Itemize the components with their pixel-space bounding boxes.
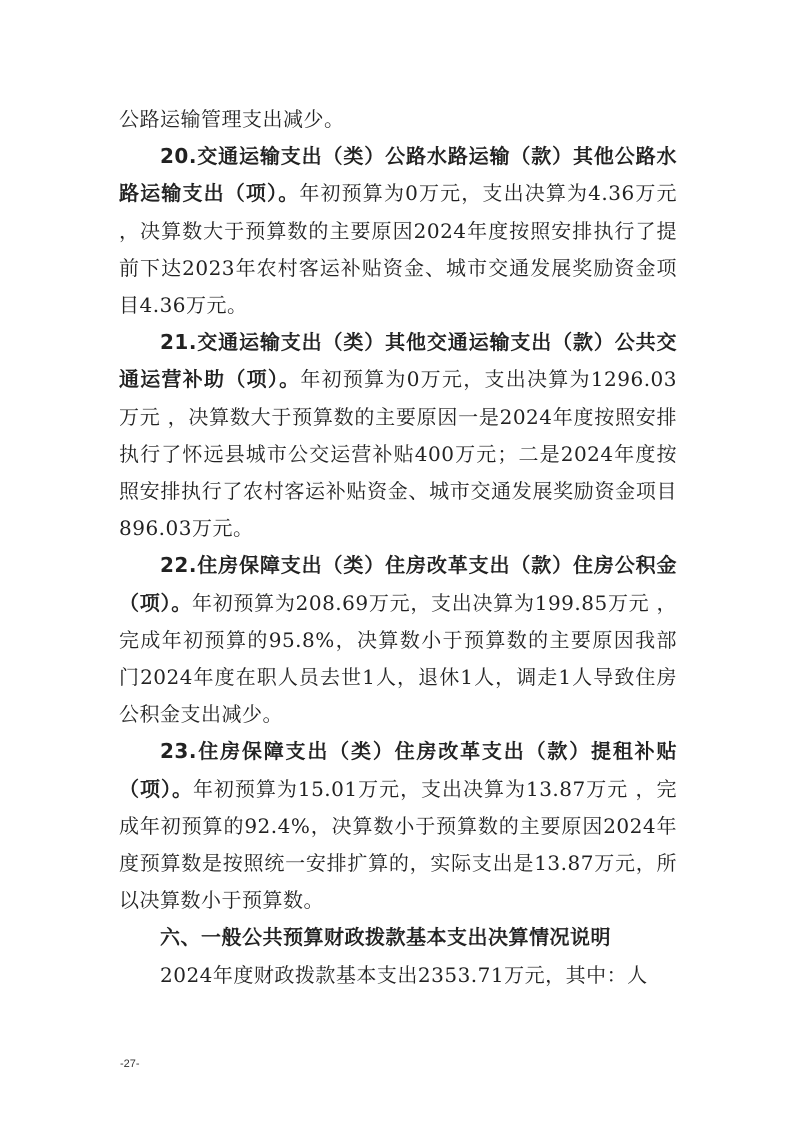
item-20-body: 年初预算为0万元，支出决算为4.36万元 ，决算数大于预算数的主要原因2024年度按照安排执行了提前下达2023年农村客运补贴资金、城市交通发展奖励资金项目4.36万元。 — [119, 181, 678, 318]
paragraph-item-21 — [119, 324, 677, 547]
section-6-body: 2024年度财政拨款基本支出2353.71万元，其中：人 — [160, 962, 648, 987]
item-21-body: 年初预算为0万元，支出决算为1296.03万元 ，决算数大于预算数的主要原因一是2024年度按照安排执行了怀远县城市公交运营补贴400万元；二是2024年度按照安排执行了农村客运补贴资金、城市交通发展奖励资金项目896.03万元。 — [119, 367, 677, 541]
document-body — [119, 101, 677, 994]
paragraph-item-20 — [119, 138, 677, 324]
paragraph-continuation: 公路运输管理支出减少。 — [119, 107, 345, 131]
paragraph-item-23 — [119, 733, 677, 919]
section-6-heading: 六、一般公共预算财政拨款基本支出决算情况说明 — [160, 925, 611, 950]
item-23-body: 年初预算为15.01万元，支出决算为13.87万元 ，完成年初预算的92.4%，决算数小于预算数的主要原因2024年度预算数是按照统一安排扩算的，实际支出是13.87万元，所以决算数小于预算数。 — [119, 776, 677, 913]
item-20-title: 20.交通运输支出（类）公路水路运输（款）其他公路水路运输支出（项）。 — [119, 144, 677, 206]
item-22-title: 22.住房保障支出（类）住房改革支出（款）住房公积金（项）。 — [119, 553, 677, 615]
item-21-title: 21.交通运输支出（类）其他交通运输支出（款）公共交通运营补助（项）。 — [119, 330, 677, 392]
paragraph-item-22 — [119, 547, 677, 733]
item-23-title: 23.住房保障支出（类）住房改革支出（款）提租补贴（项）。 — [119, 739, 677, 801]
page-number: -27- — [120, 1058, 140, 1070]
item-22-body: 年初预算为208.69万元，支出决算为199.85万元 ，完成年初预算的95.8%，决算数小于预算数的主要原因我部门2024年度在职人员去世1人，退休1人，调走1人导致住房公积金支出减少。 — [119, 590, 678, 727]
